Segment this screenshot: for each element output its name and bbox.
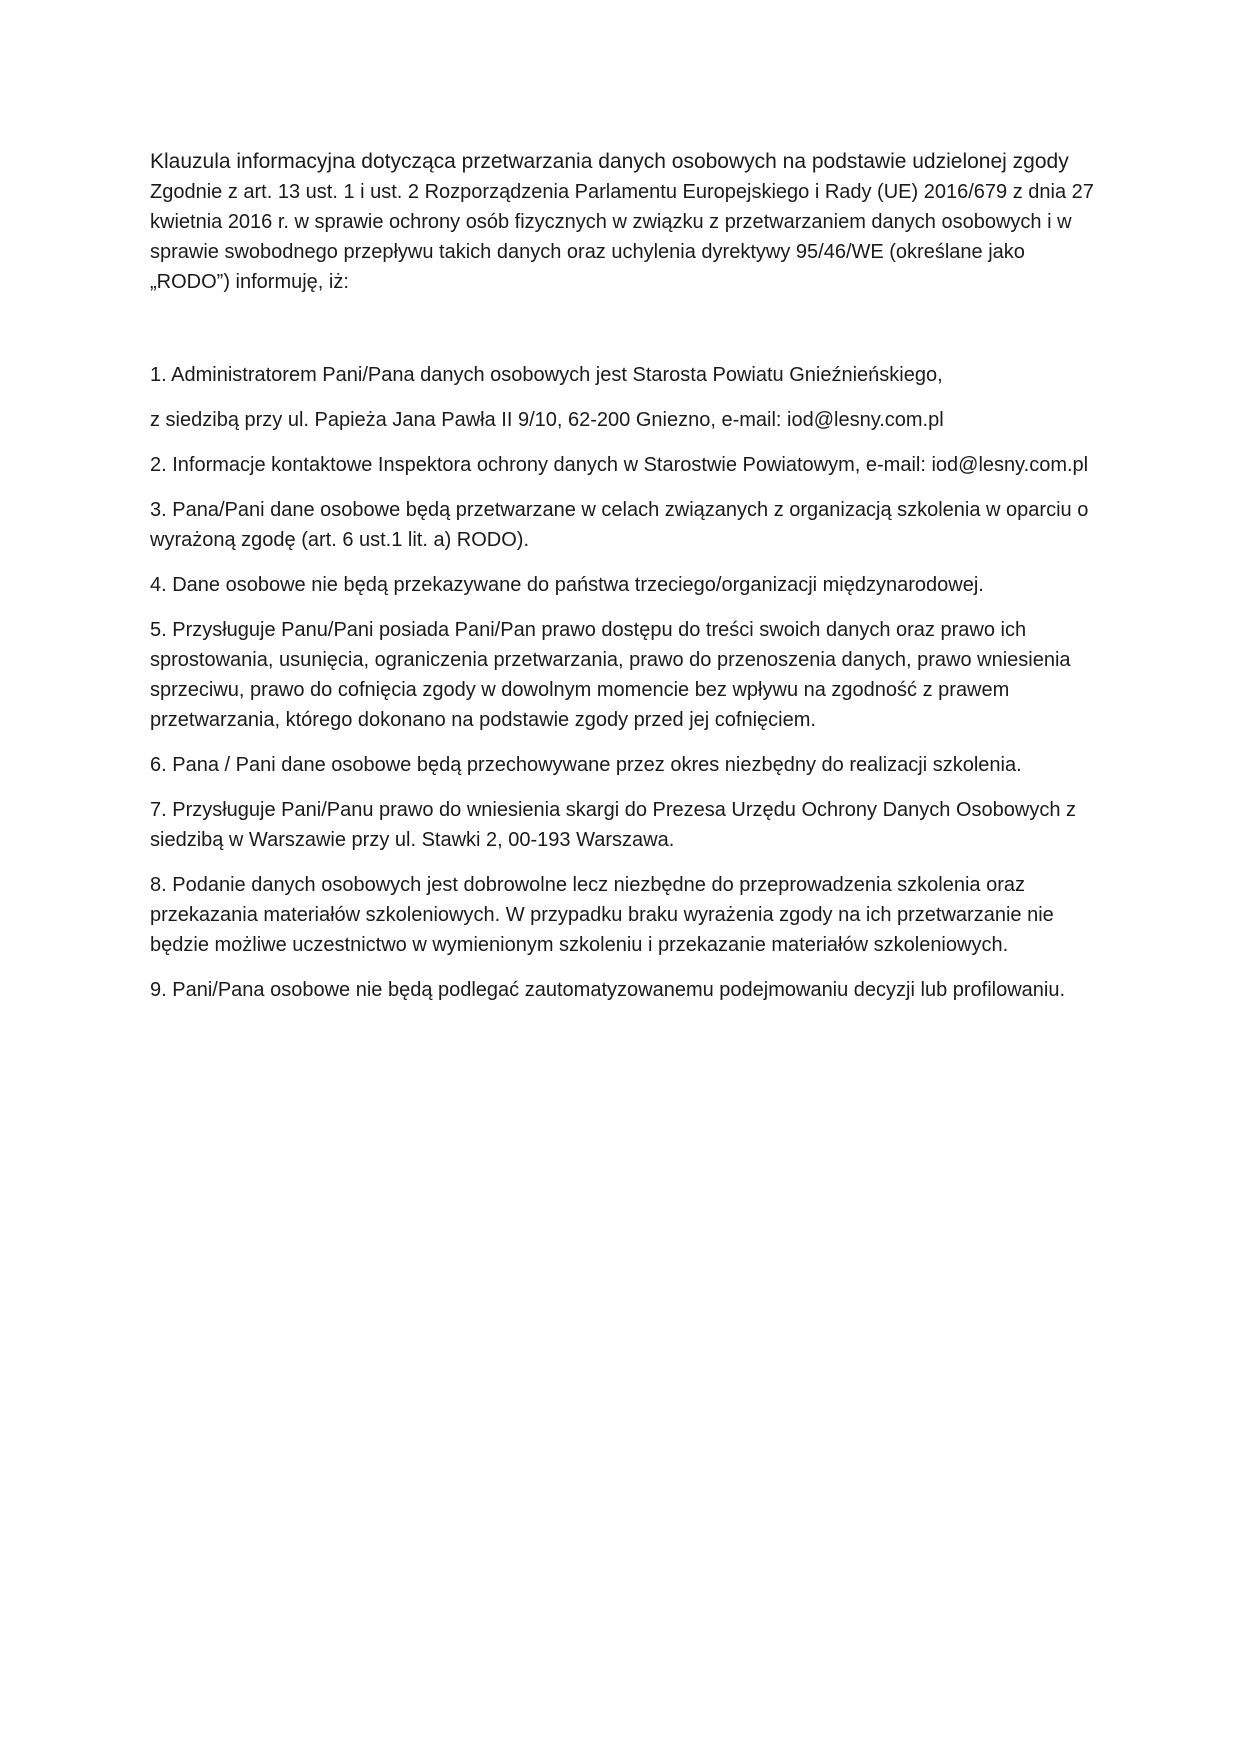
clause-paragraph-7: 7. Przysługuje Pani/Panu prawo do wniesienia skargi do Prezesa Urzędu Ochrony Danych Osobowych z siedzibą w Warszawie przy ul. Stawki 2, 00-193 Warszawa.	[150, 799, 1077, 851]
document-page	[150, 147, 1100, 1020]
clause-paragraph-9: 9. Pani/Pana osobowe nie będą podlegać zautomatyzowanemu podejmowaniu decyzji lub profilowaniu.	[150, 979, 1066, 1001]
clause-paragraph-8: 8. Podanie danych osobowych jest dobrowolne lecz niezbędne do przeprowadzenia szkolenia oraz przekazania materiałów szkoleniowych. W przypadku braku wyrażenia zgody na ich przetwarzanie nie będzie możliwe uczestnictwo w wymienionym szkoleniu i przekazanie materiałów szkoleniowych.	[150, 874, 1054, 956]
clause-paragraph-5: 5. Przysługuje Panu/Pani posiada Pani/Pan prawo dostępu do treści swoich danych oraz prawo ich sprostowania, usunięcia, ograniczenia przetwarzania, prawo do przenoszenia danych, prawo wniesienia sprzeciwu, prawo do cofnięcia zgody w dowolnym momencie bez wpływu na zgodność z prawem przetwarzania, którego dokonano na podstawie zgody przed jej cofnięciem.	[150, 619, 1071, 731]
clause-paragraph-2: 2. Informacje kontaktowe Inspektora ochrony danych w Starostwie Powiatowym, e-mail: iod@lesny.com.pl	[150, 454, 1089, 476]
clause-paragraph-1-address: z siedzibą przy ul. Papieża Jana Pawła II 9/10, 62-200 Gniezno, e-mail: iod@lesny.com.pl	[150, 409, 944, 431]
document-title: Klauzula informacyjna dotycząca przetwarzania danych osobowych na podstawie udzielonej zgody	[150, 150, 1069, 173]
clause-list	[150, 360, 1100, 1005]
clause-paragraph-6: 6. Pana / Pani dane osobowe będą przechowywane przez okres niezbędny do realizacji szkolenia.	[150, 754, 1022, 776]
clause-paragraph-3: 3. Pana/Pani dane osobowe będą przetwarzane w celach związanych z organizacją szkolenia w oparciu o wyrażoną zgodę (art. 6 ust.1 lit. a) RODO).	[150, 499, 1089, 551]
clause-paragraph-4: 4. Dane osobowe nie będą przekazywane do państwa trzeciego/organizacji międzynarodowej.	[150, 574, 984, 596]
clause-paragraph-1: 1. Administratorem Pani/Pana danych osobowych jest Starosta Powiatu Gnieźnieńskiego,	[150, 364, 943, 386]
intro-paragraph: Zgodnie z art. 13 ust. 1 i ust. 2 Rozporządzenia Parlamentu Europejskiego i Rady (UE) 2016/679 z dnia 27 kwietnia 2016 r. w sprawie ochrony osób fizycznych w związku z przetwarzaniem danych osobowych i w sprawie swobodnego przepływu takich danych oraz uchylenia dyrektywy 95/46/WE (określane jako „RODO”) informuję, iż:	[150, 181, 1094, 293]
